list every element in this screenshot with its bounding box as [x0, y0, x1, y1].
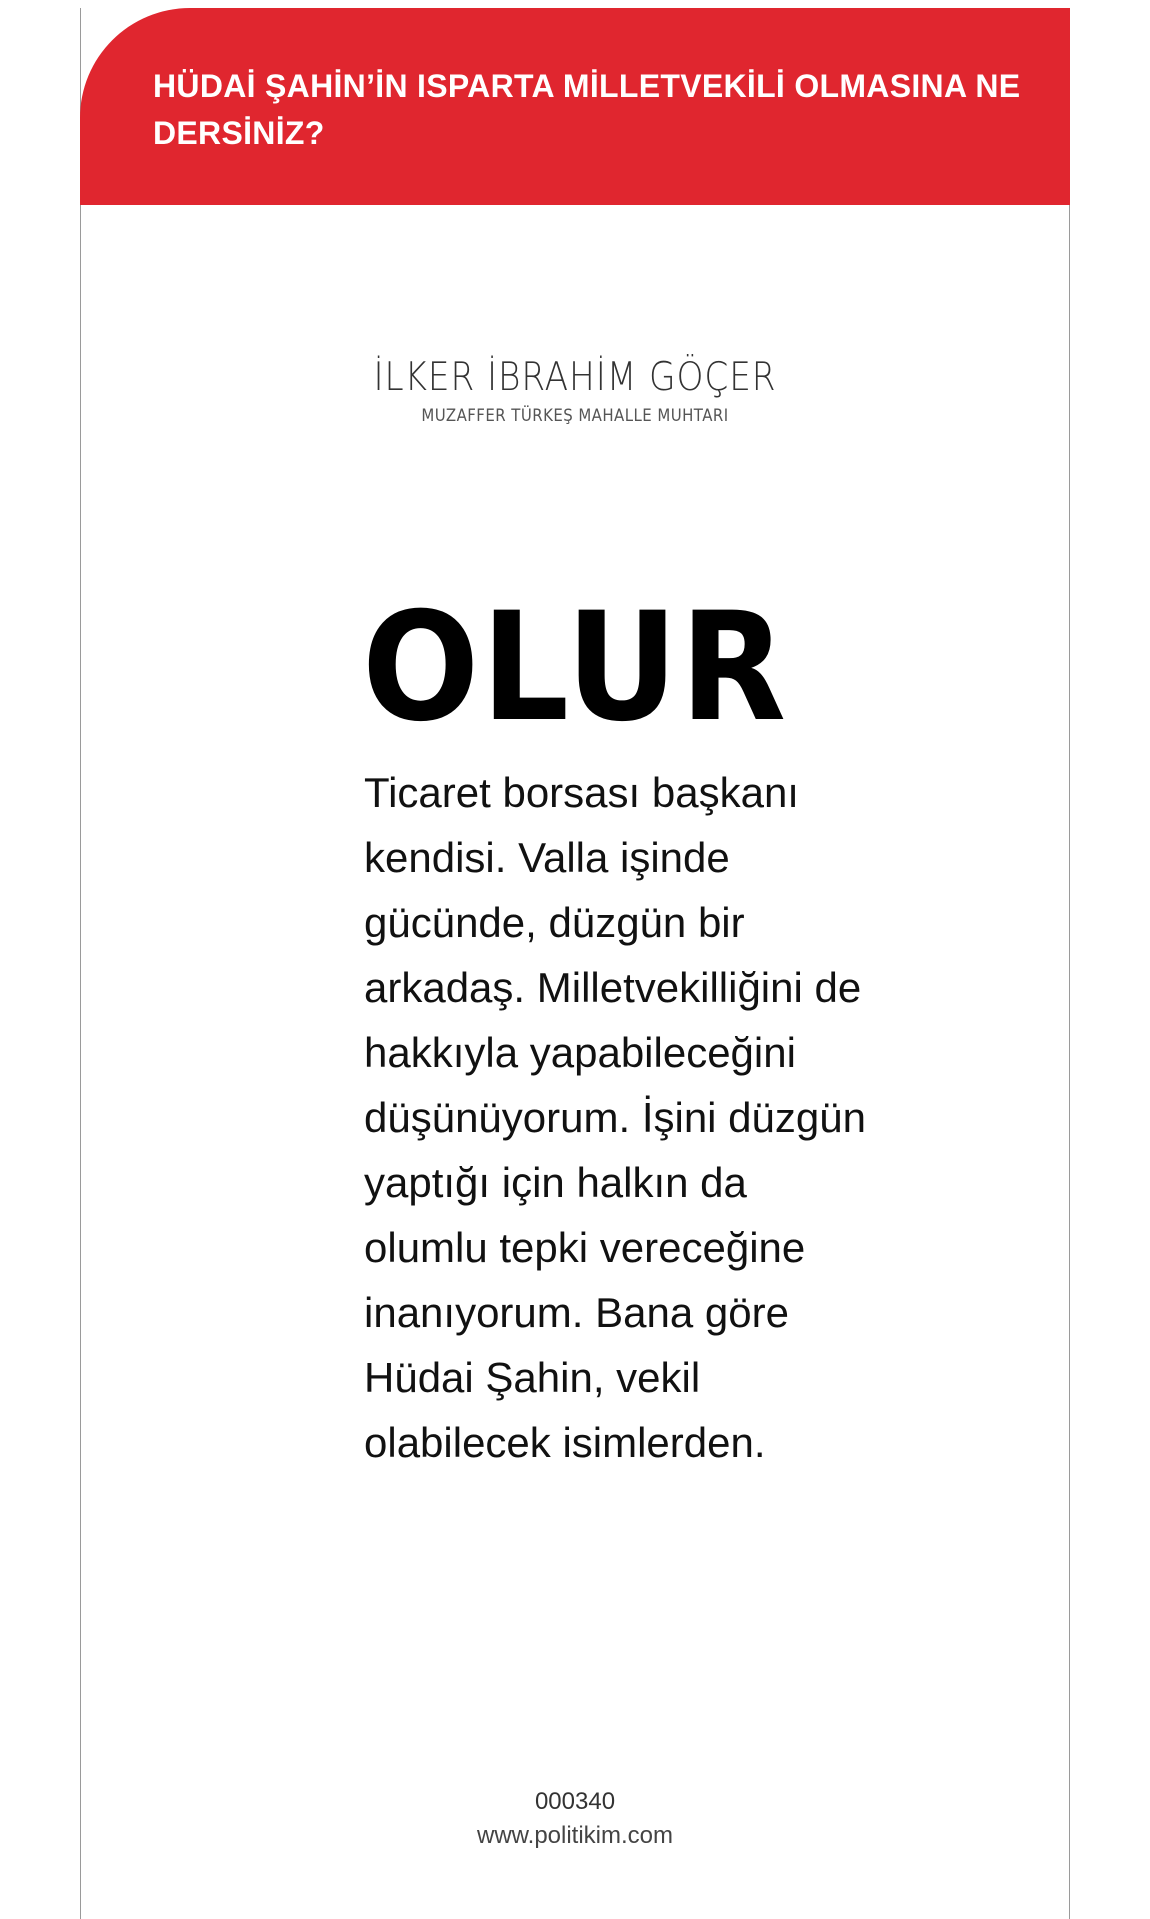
footer [80, 1785, 1070, 1853]
question-title: HÜDAİ ŞAHİN’İN ISPARTA MİLLETVEKİLİ OLMASINA NE DERSİNİZ? [153, 68, 1021, 151]
answer-headline: OLUR [361, 581, 789, 755]
person-info [80, 355, 1070, 426]
footer-website: www.politikim.com [476, 1822, 674, 1849]
question-banner [80, 8, 1070, 205]
statement-text: Ticaret borsası başkanı kendisi. Valla işinde gücünde, düzgün bir arkadaş. Milletvekilliğini de hakkıyla yapabileceğini düşünüyorum. İşini düzgün yaptığı için halkın da olumlu tepki vereceğine inanıyorum. Bana göre Hüdai Şahin, vekil olabilecek isimlerden. [364, 769, 866, 1466]
footer-code: 000340 [534, 1788, 616, 1815]
person-name: İLKER İBRAHİM GÖÇER [373, 355, 777, 400]
person-title: MUZAFFER TÜRKEŞ MAHALLE MUHTARI [421, 406, 729, 426]
